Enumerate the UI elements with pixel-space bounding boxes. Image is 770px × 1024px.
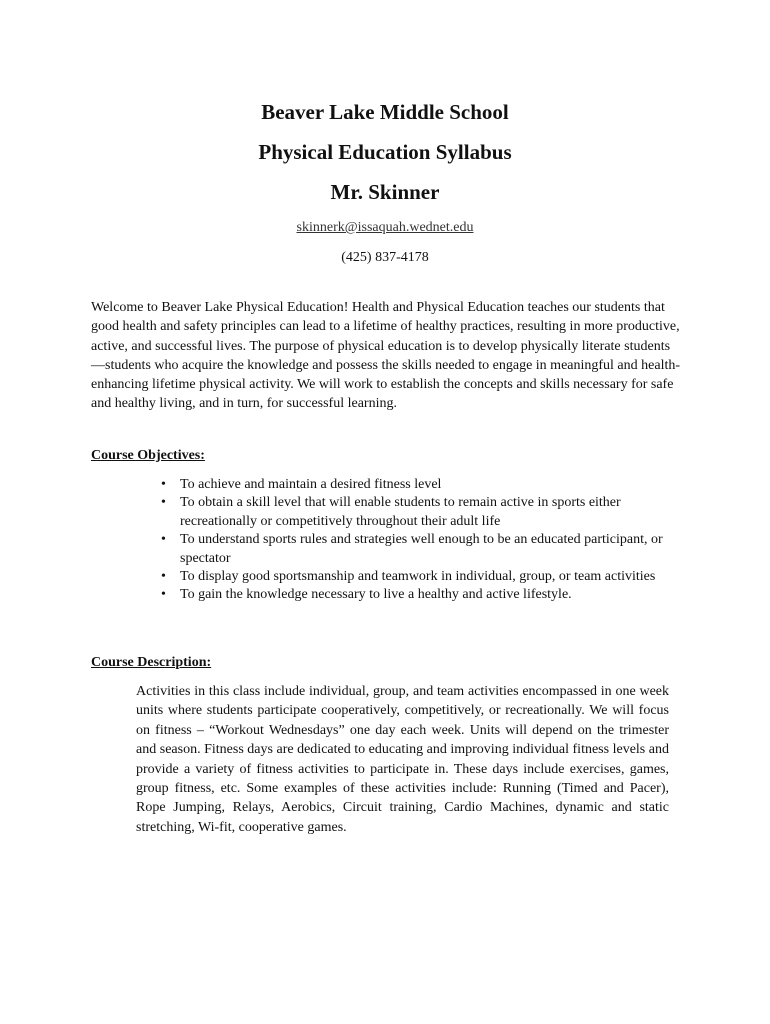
document-header [0, 92, 770, 268]
course-description-paragraph: Activities in this class include individual, group, and team activities encompassed in one week units where students participate cooperatively, competitively, or recreationally. We will focus on fitness – “Workout Wednesdays” one day each week. Units will depend on the trimester and season. Fitness days are dedicated to educating and improving individual fitness levels and provide a variety of fitness activities to participate in. These days include exercises, games, group fitness, etc. Some examples of these activities include: Running (Timed and Pacer), Rope Jumping, Relays, Aerobics, Circuit training, Cardio Machines, dynamic and static stretching, Wi-fit, cooperative games. [136, 684, 669, 835]
objective-text: To obtain a skill level that will enable students to remain active in sports either recreationally or competitively throughout their adult life [180, 495, 621, 529]
list-item [161, 568, 691, 586]
course-description-heading: Course Description: [91, 655, 212, 670]
intro-paragraph: Welcome to Beaver Lake Physical Education! Health and Physical Education teaches our students that good health and safety principles can lead to a lifetime of healthy practices, resulting in more productive, active, and successful lives. The purpose of physical education is to develop physically literate students—students who acquire the knowledge and possess the skills needed to engage in meaningful and health-enhancing lifetime physical activity. We will work to establish the concepts and skills necessary for safe and healthy living, and in turn, for successful learning. [91, 300, 681, 412]
list-item [161, 531, 691, 568]
course-objectives-heading: Course Objectives: [91, 448, 205, 463]
objective-text: To display good sportsmanship and teamwork in individual, group, or team activities [180, 569, 656, 585]
list-item [161, 476, 691, 494]
list-item [161, 586, 691, 604]
list-item [161, 494, 691, 531]
bullet-icon: • [161, 477, 166, 492]
bullet-icon: • [161, 569, 166, 585]
teacher-name: Mr. Skinner [330, 180, 440, 204]
bullet-icon: • [161, 495, 166, 511]
course-objectives-list [161, 476, 691, 605]
phone-number: (425) 837-4178 [341, 250, 429, 265]
objective-text: To understand sports rules and strategies well enough to be an educated participant, or spectator [180, 532, 663, 566]
syllabus-title: Physical Education Syllabus [258, 140, 512, 164]
bullet-icon: • [161, 587, 166, 603]
school-name: Beaver Lake Middle School [261, 100, 509, 124]
bullet-icon: • [161, 532, 166, 548]
email-link[interactable]: skinnerk@issaquah.wednet.edu [296, 220, 474, 235]
objective-text: To gain the knowledge necessary to live a healthy and active lifestyle. [180, 587, 572, 603]
objective-text: To achieve and maintain a desired fitness level [180, 477, 442, 492]
